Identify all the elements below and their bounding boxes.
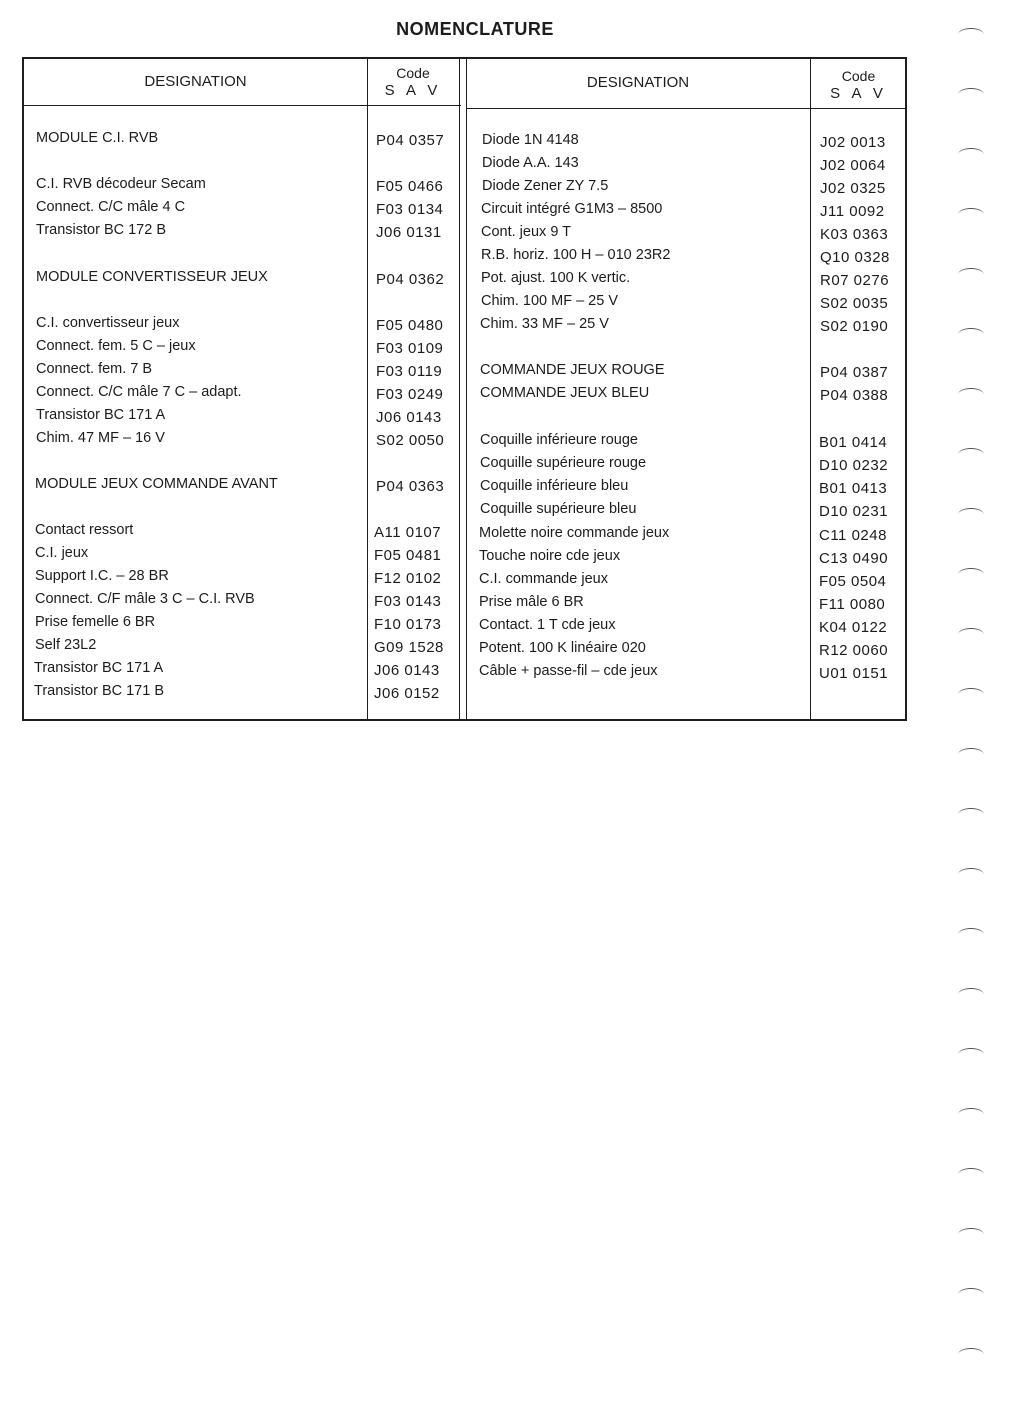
binder-hole	[958, 508, 984, 521]
left-row-code: F05 0480	[376, 317, 444, 334]
binder-hole	[958, 988, 984, 1001]
left-row-code: J06 0152	[374, 685, 440, 702]
binder-hole	[958, 88, 984, 101]
right-row-code: Q10 0328	[820, 249, 890, 266]
right-row-code: F05 0504	[819, 573, 887, 590]
right-row-designation: Circuit intégré G1M3 – 8500	[481, 201, 663, 217]
right-row-code: C11 0248	[819, 527, 887, 544]
right-row-designation: Contact. 1 T cde jeux	[479, 617, 616, 633]
right-row-designation: Pot. ajust. 100 K vertic.	[481, 270, 631, 286]
right-row-code: F11 0080	[819, 596, 886, 613]
sav-label: S A V	[384, 82, 442, 99]
left-row-designation: MODULE JEUX COMMANDE AVANT	[35, 476, 278, 492]
left-row-code: F03 0109	[376, 340, 444, 357]
left-row-designation: Connect. C/F mâle 3 C – C.I. RVB	[35, 591, 255, 607]
right-row-designation: COMMANDE JEUX BLEU	[480, 385, 650, 401]
left-row-designation: Connect. fem. 5 C – jeux	[36, 338, 196, 354]
binder-hole	[958, 868, 984, 881]
column-divider	[367, 59, 368, 719]
right-row-designation: Molette noire commande jeux	[479, 525, 670, 541]
header-separator	[466, 108, 905, 109]
left-row-designation: MODULE C.I. RVB	[36, 130, 159, 146]
binder-hole	[958, 1168, 984, 1181]
binder-hole	[958, 1108, 984, 1121]
nomenclature-table	[22, 57, 907, 721]
left-row-designation: Connect. C/C mâle 4 C	[36, 199, 186, 215]
right-row-code: J02 0325	[820, 180, 886, 197]
binder-hole	[958, 1228, 984, 1241]
right-row-code: P04 0387	[820, 364, 889, 381]
left-row-designation: Connect. fem. 7 B	[36, 361, 153, 377]
right-row-code: J02 0064	[820, 157, 886, 174]
left-row-designation: Connect. C/C mâle 7 C – adapt.	[36, 384, 242, 400]
binder-hole	[958, 208, 984, 221]
left-designation-header: DESIGNATION	[144, 73, 247, 90]
right-row-designation: Câble + passe-fil – cde jeux	[479, 663, 658, 679]
right-row-code: B01 0414	[819, 434, 888, 451]
left-row-designation: Transistor BC 172 B	[36, 222, 167, 238]
right-row-designation: COMMANDE JEUX ROUGE	[480, 362, 665, 378]
right-row-designation: Diode 1N 4148	[482, 132, 579, 148]
right-row-designation: R.B. horiz. 100 H – 010 23R2	[481, 247, 671, 263]
left-row-designation: C.I. RVB décodeur Secam	[36, 176, 206, 192]
left-code-header	[367, 64, 459, 100]
right-row-code: J02 0013	[820, 134, 886, 151]
left-row-code: P04 0363	[376, 478, 445, 495]
right-row-code: P04 0388	[820, 387, 889, 404]
left-row-code: F03 0249	[376, 386, 444, 403]
right-row-designation: Chim. 100 MF – 25 V	[481, 293, 618, 309]
right-row-designation: Diode A.A. 143	[482, 155, 579, 171]
column-divider	[459, 59, 460, 719]
binder-hole	[958, 1288, 984, 1301]
right-row-designation: Coquille supérieure bleu	[480, 501, 637, 517]
binder-hole	[958, 748, 984, 761]
left-row-designation: Support I.C. – 28 BR	[35, 568, 169, 584]
right-row-code: D10 0232	[819, 457, 889, 474]
right-row-code: K04 0122	[819, 619, 888, 636]
column-divider	[810, 59, 811, 719]
right-row-designation: Prise mâle 6 BR	[479, 594, 584, 610]
binder-hole	[958, 28, 984, 41]
left-row-designation: Chim. 47 MF – 16 V	[36, 430, 165, 446]
left-row-code: F10 0173	[374, 616, 442, 633]
right-row-designation: Coquille supérieure rouge	[480, 455, 647, 471]
left-row-code: S02 0050	[376, 432, 445, 449]
left-row-code: F05 0481	[374, 547, 442, 564]
left-row-code: P04 0362	[376, 271, 445, 288]
code-label: Code	[841, 68, 876, 84]
left-row-code: A11 0107	[374, 524, 442, 541]
right-row-designation: C.I. commande jeux	[479, 571, 608, 587]
binder-hole	[958, 388, 984, 401]
right-row-code: S02 0190	[820, 318, 889, 335]
binder-hole	[958, 688, 984, 701]
left-row-designation: C.I. convertisseur jeux	[36, 315, 180, 331]
left-row-designation: Transistor BC 171 A	[36, 407, 166, 423]
right-row-code: J11 0092	[820, 203, 885, 220]
binder-hole	[958, 808, 984, 821]
binder-hole	[958, 148, 984, 161]
binder-hole	[958, 448, 984, 461]
column-divider	[466, 59, 467, 719]
left-row-code: P04 0357	[376, 132, 445, 149]
header-separator	[24, 105, 461, 106]
left-row-code: F05 0466	[376, 178, 444, 195]
left-row-designation: Transistor BC 171 B	[34, 683, 165, 699]
right-designation-header: DESIGNATION	[586, 74, 690, 91]
binder-hole	[958, 568, 984, 581]
right-row-code: K03 0363	[820, 226, 889, 243]
right-row-designation: Touche noire cde jeux	[479, 548, 621, 564]
right-row-designation: Coquille inférieure bleu	[480, 478, 629, 494]
left-row-code: J06 0143	[376, 409, 442, 426]
right-row-code: R12 0060	[819, 642, 889, 659]
left-row-code: F03 0134	[376, 201, 444, 218]
binder-hole	[958, 268, 984, 281]
left-row-code: G09 1528	[374, 639, 444, 656]
left-row-designation: Prise femelle 6 BR	[35, 614, 156, 630]
binder-hole	[958, 928, 984, 941]
binder-hole	[958, 328, 984, 341]
right-row-code: R07 0276	[820, 272, 890, 289]
left-row-designation: Contact ressort	[35, 522, 134, 538]
right-row-designation: Diode Zener ZY 7.5	[482, 178, 609, 194]
right-row-designation: Coquille inférieure rouge	[480, 432, 638, 448]
right-row-code: S02 0035	[820, 295, 889, 312]
binder-hole	[958, 1348, 984, 1361]
code-label: Code	[396, 65, 430, 81]
sav-label: S A V	[830, 85, 887, 102]
right-code-header	[810, 67, 907, 103]
right-row-code: D10 0231	[819, 503, 889, 520]
right-row-code: C13 0490	[819, 550, 889, 567]
left-row-code: J06 0131	[376, 224, 442, 241]
left-row-designation: Self 23L2	[35, 637, 97, 653]
right-row-designation: Potent. 100 K linéaire 020	[479, 640, 646, 656]
right-row-code: U01 0151	[819, 665, 889, 682]
right-row-designation: Cont. jeux 9 T	[481, 224, 572, 240]
left-row-code: J06 0143	[374, 662, 440, 679]
binder-hole	[958, 1048, 984, 1061]
left-row-designation: C.I. jeux	[35, 545, 89, 561]
left-row-code: F03 0143	[374, 593, 442, 610]
left-row-designation: MODULE CONVERTISSEUR JEUX	[36, 269, 268, 285]
right-row-designation: Chim. 33 MF – 25 V	[480, 316, 609, 332]
left-row-code: F12 0102	[374, 570, 442, 587]
right-row-code: B01 0413	[819, 480, 888, 497]
left-row-code: F03 0119	[376, 363, 443, 380]
binder-hole	[958, 628, 984, 641]
left-row-designation: Transistor BC 171 A	[34, 660, 164, 676]
page-title: NOMENCLATURE	[396, 19, 554, 39]
